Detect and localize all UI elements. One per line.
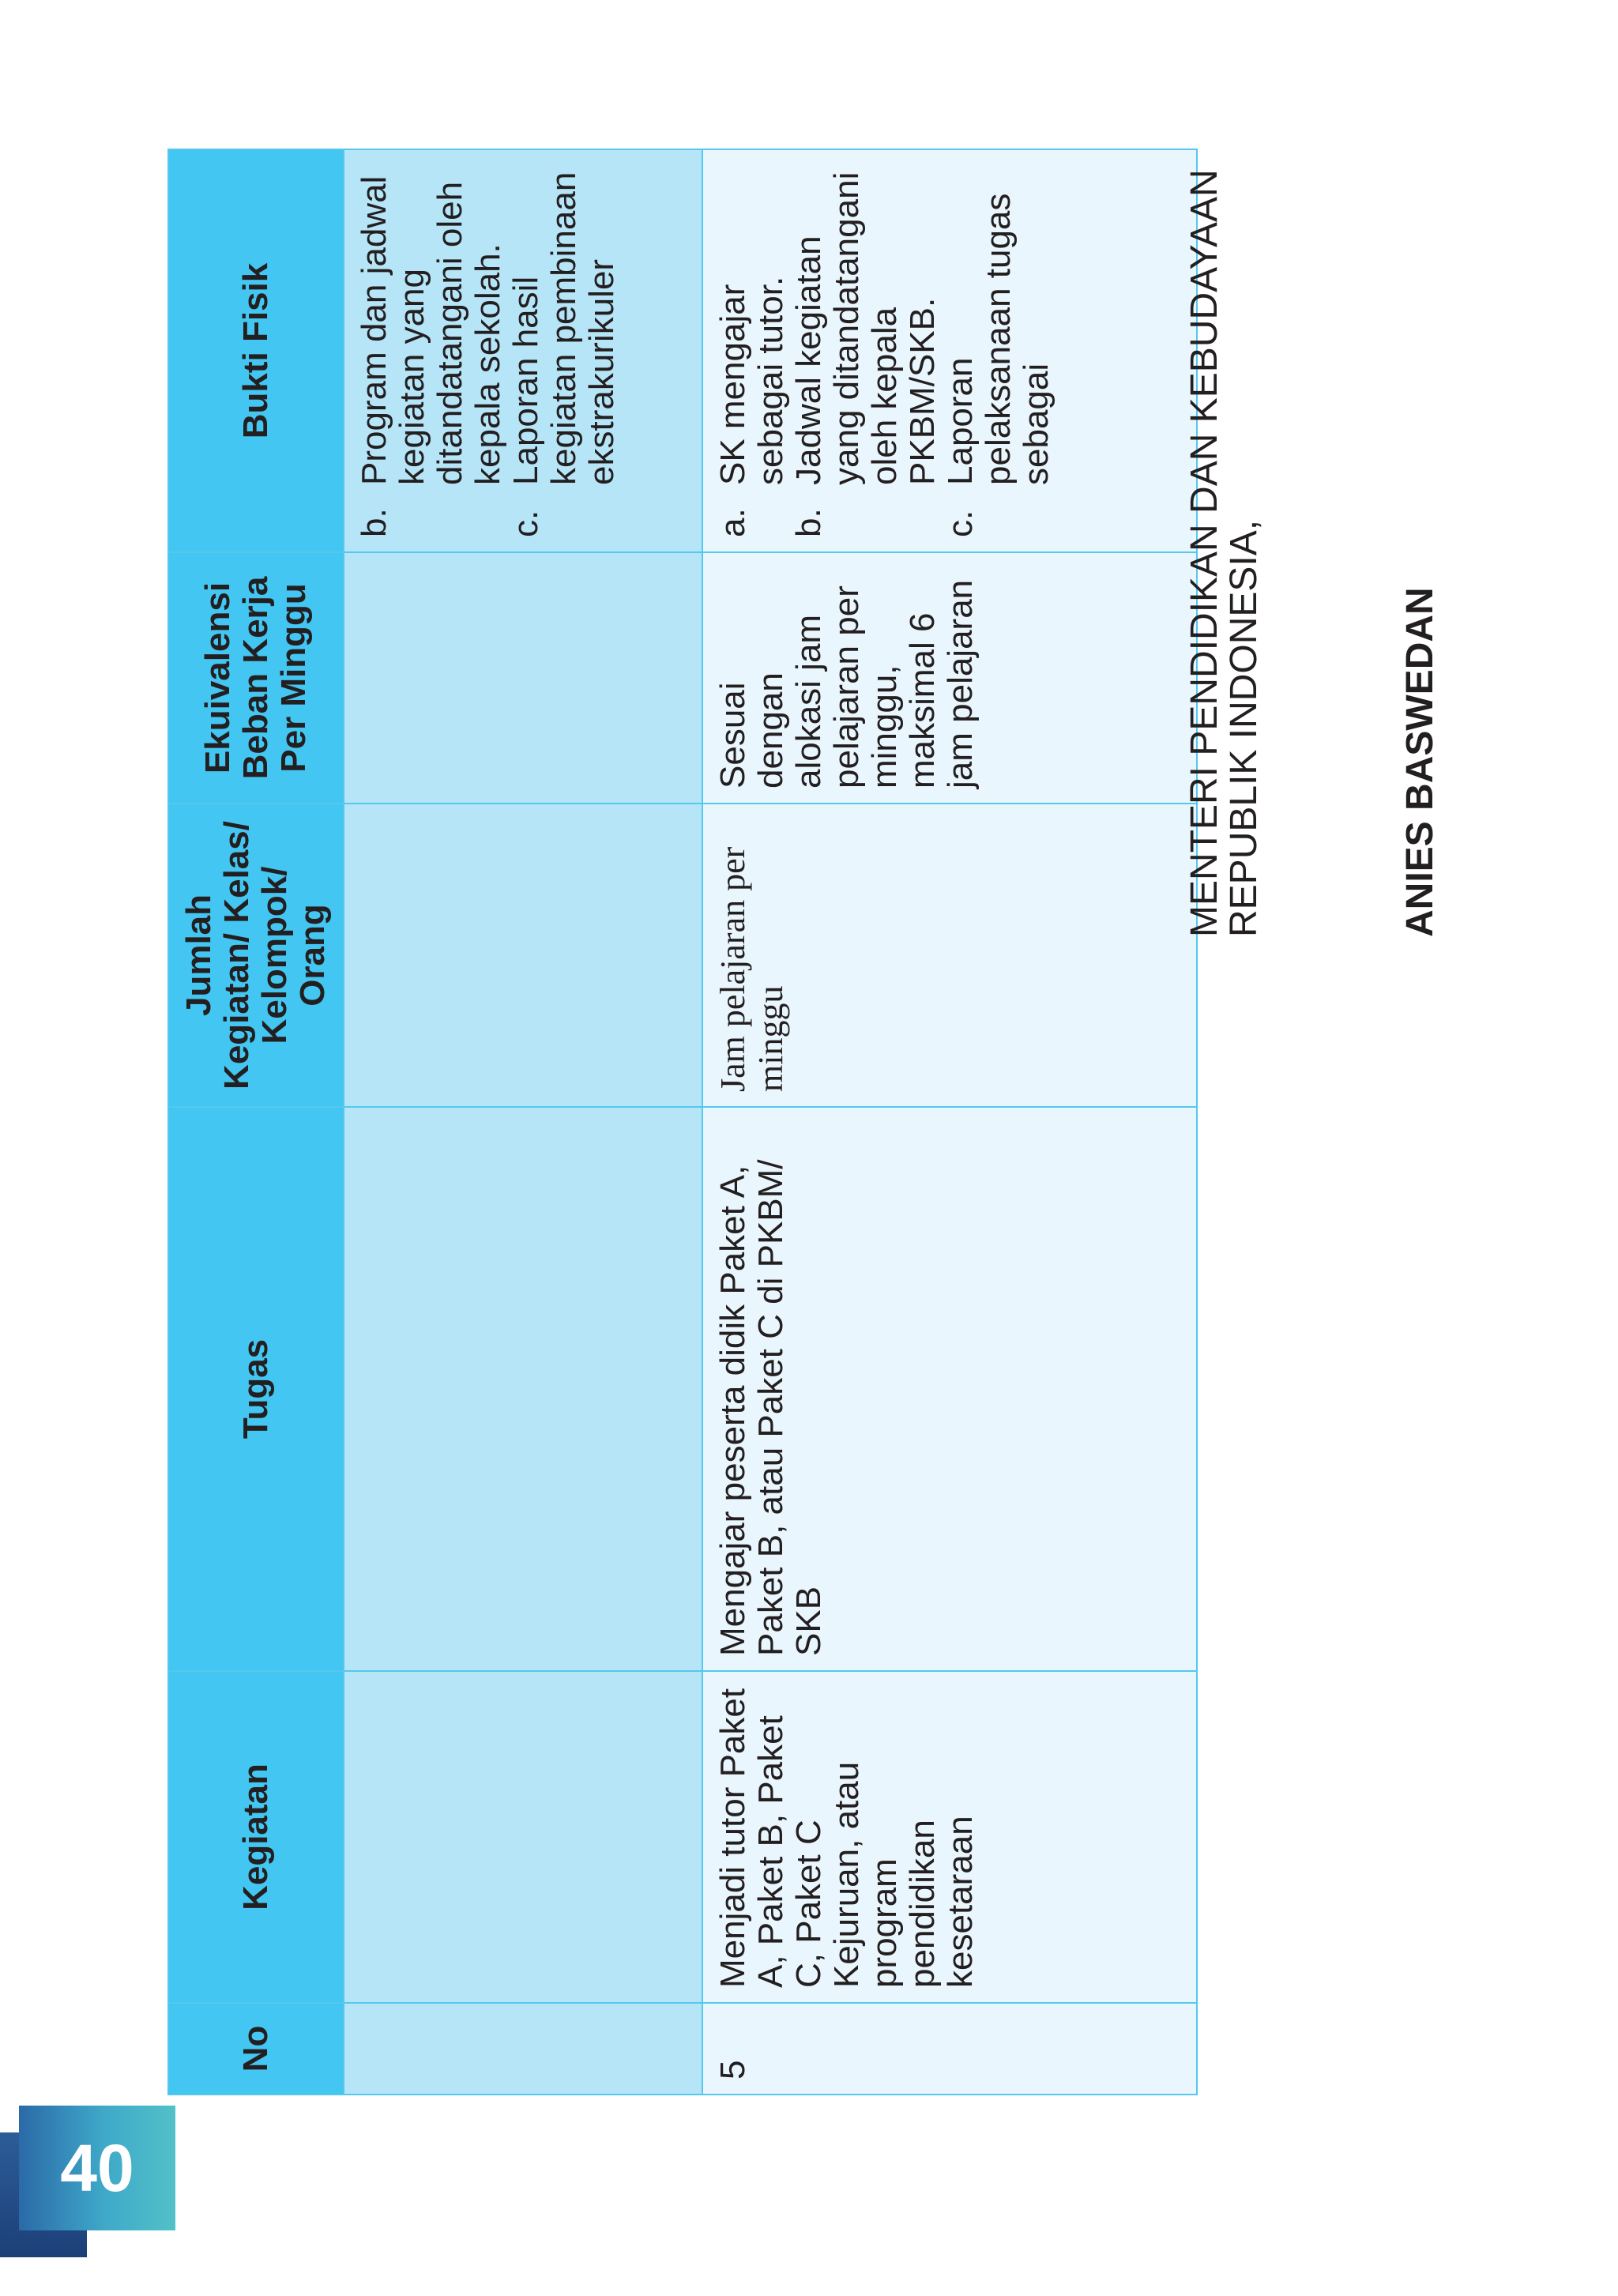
list-text: Laporan pelaksanaan tugas sebagai [941,193,1055,485]
cell-tugas: Mengajar peserta didik Paket A, Paket B, atau Paket C di PKBM/ SKB [702,1107,1197,1671]
page-number: 40 [60,2131,134,2205]
cell-ekuivalensi: Sesuai dengan alokasi jam pelajaran per minggu, maksimal 6 jam pelajaran [702,552,1197,804]
signature-title-line1: MENTERI PENDIDIKAN DAN KEBUDAYAAN [1183,169,1225,937]
table-row [344,149,702,2095]
list-text: Jadwal kegiatan yang ditandatangani oleh kepala PKBM/SKB. [789,171,942,485]
workload-table [167,149,1198,2095]
bukti-list [356,164,621,537]
cell-jumlah [344,804,702,1107]
header-kegiatan: Kegiatan [168,1671,344,2003]
table-row [702,149,1197,2095]
list-item [714,164,790,537]
cell-tugas [344,1107,702,1671]
list-marker: c. [506,510,545,537]
cell-kegiatan: Menjadi tutor Paket A, Paket B, Paket C, Paket C Kejuruan, atau program pendidikan kesetaraan [702,1671,1197,2003]
list-text: SK mengajar sebagai tutor. [713,276,790,485]
signature-block [1185,169,1264,937]
list-marker: b. [789,508,828,537]
cell-bukti [344,149,702,552]
table-header-row [168,149,344,2095]
list-item [507,164,621,537]
cell-ekuivalensi [344,552,702,804]
list-item [942,164,1055,537]
list-marker: c. [941,510,980,537]
cell-no [344,2003,702,2095]
cell-kegiatan [344,1671,702,2003]
signature-name: ANIES BASWEDAN [1399,587,1441,937]
list-text: Program dan jadwal kegiatan yang ditandatangani oleh kepala sekolah. [355,175,507,485]
header-jumlah: Jumlah Kegiatan/ Kelas/ Kelompok/ Orang [168,804,344,1107]
cell-bukti [702,149,1197,552]
cell-no: 5 [702,2003,1197,2095]
list-item [356,164,507,537]
list-marker: b. [355,508,393,537]
list-text: Laporan hasil kegiatan pembinaan ekstrakurikuler [506,171,621,485]
header-tugas: Tugas [168,1107,344,1671]
cell-jumlah: Jam pelajaran per minggu [702,804,1197,1107]
page-number-badge [0,2106,175,2230]
list-marker: a. [713,508,752,537]
signature-title-line2: REPUBLIK INDONESIA, [1223,519,1265,937]
header-ekuivalensi: Ekuivalensi Beban Kerja Per Minggu [168,552,344,804]
list-item [790,164,942,537]
header-bukti: Bukti Fisik [168,149,344,552]
bukti-list [714,164,1055,537]
header-no: No [168,2003,344,2095]
